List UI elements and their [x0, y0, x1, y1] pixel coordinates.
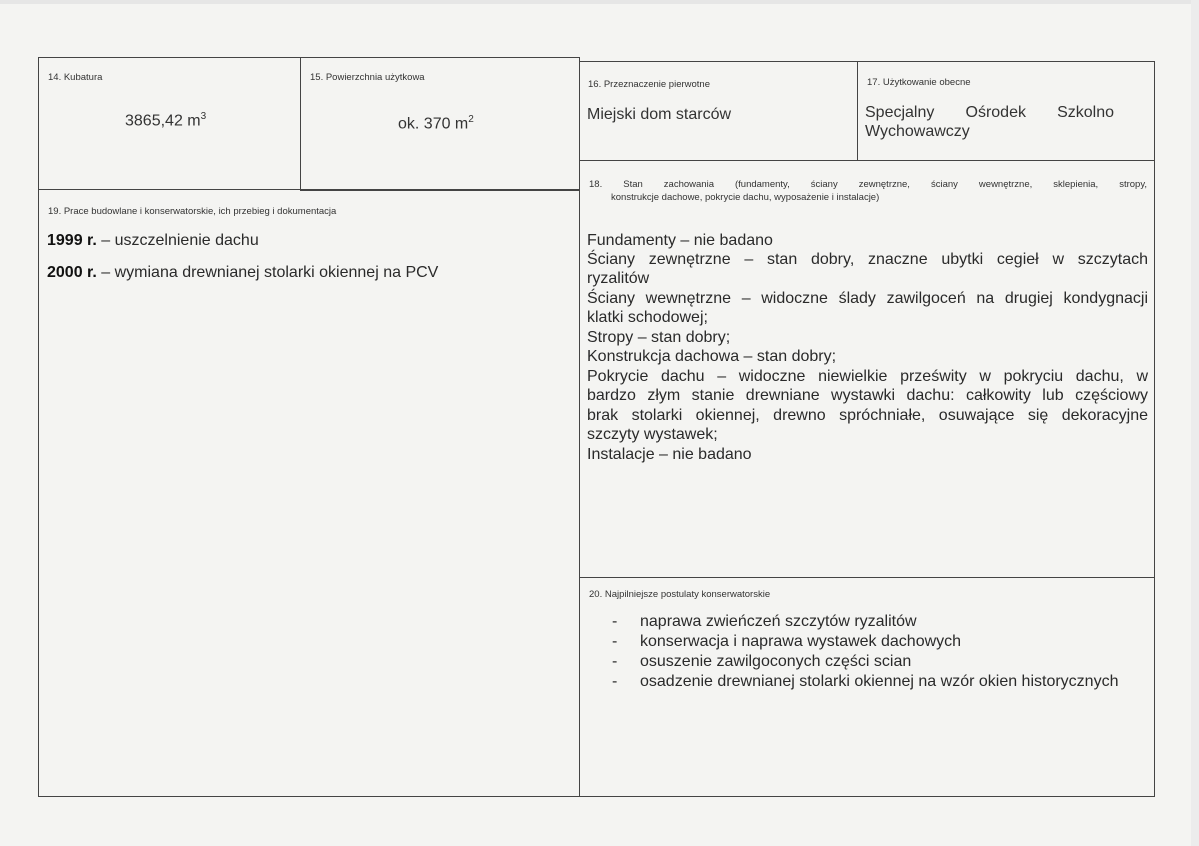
- postulaty-box: [579, 577, 1155, 797]
- prace-year: 2000 r.: [47, 264, 97, 281]
- prace-item: 1999 r. – uszczelnienie dachu: [47, 232, 259, 249]
- stan-zachowania-box: [579, 160, 1155, 578]
- powierzchnia-box: [300, 57, 580, 191]
- stan-line: Fundamenty – nie badano: [587, 232, 773, 249]
- bullet-dash: -: [612, 653, 618, 670]
- bullet-dash: -: [612, 613, 618, 630]
- prace-item: 2000 r. – wymiana drewnianej stolarki okiennej na PCV: [47, 264, 439, 281]
- prace-label: 19. Prace budowlane i konserwatorskie, ich przebieg i dokumentacja: [48, 206, 337, 217]
- prace-year: 1999 r.: [47, 232, 97, 249]
- stan-line: brak stolarki okiennej, drewno spróchniałe, osuwające się dekoracyjne: [587, 407, 1148, 424]
- prace-box: [38, 189, 580, 797]
- stan-line: Pokrycie dachu – widoczne niewielkie prześwity w pokryciu dachu, w: [587, 368, 1148, 385]
- postulaty-item: - konserwacja i naprawa wystawek dachowych: [612, 633, 962, 650]
- postulaty-item: - osuszenie zawilgoconych części scian: [612, 653, 912, 670]
- stan-line: Ściany wewnętrzne – widoczne ślady zawilgoceń na drugiej kondygnacji: [587, 290, 1148, 307]
- stan-line: Konstrukcja dachowa – stan dobry;: [587, 348, 837, 365]
- przeznaczenie-label: 16. Przeznaczenie pierwotne: [588, 79, 710, 90]
- stan-label-line2: konstrukcje dachowe, pokrycie dachu, wyposażenie i instalacje): [611, 192, 880, 203]
- przeznaczenie-box: [579, 61, 858, 161]
- stan-line: klatki schodowej;: [587, 309, 708, 326]
- postulaty-item: - naprawa zwieńczeń szczytów ryzalitów: [612, 613, 917, 630]
- stan-line: ryzalitów: [587, 270, 650, 287]
- stan-line: Instalacje – nie badano: [587, 446, 752, 463]
- uzytkowanie-value-line2: Wychowawczy: [865, 123, 970, 140]
- stan-label-line1: 18. Stan zachowania (fundamenty, ściany zewnętrzne, ściany wewnętrzne, sklepienia, stropy,: [589, 179, 1147, 190]
- uzytkowanie-box: [857, 61, 1155, 161]
- stan-line: bardzo złym stanie drewniane wystawki dachu: całkowity lub częściowy: [587, 387, 1148, 404]
- postulaty-label: 20. Najpilniejsze postulaty konserwatorskie: [589, 589, 771, 600]
- kubatura-value: 3865,42 $m^3$: [125, 111, 207, 130]
- scan-edge-top: [0, 0, 1199, 4]
- bullet-dash: -: [612, 673, 618, 690]
- stan-line: Ściany zewnętrzne – stan dobry, znaczne ubytki cegieł w szczytach: [587, 251, 1148, 268]
- uzytkowanie-label: 17. Użytkowanie obecne: [867, 77, 971, 88]
- powierzchnia-label: 15. Powierzchnia użytkowa: [310, 72, 425, 83]
- powierzchnia-value: ok. 370 $m^2$: [398, 114, 474, 133]
- postulaty-item: - osadzenie drewnianej stolarki okiennej na wzór okien historycznych: [612, 673, 1119, 690]
- kubatura-box: [38, 57, 301, 190]
- kubatura-label: 14. Kubatura: [48, 72, 103, 83]
- przeznaczenie-value: Miejski dom starców: [587, 106, 732, 123]
- stan-line: szczyty wystawek;: [587, 426, 718, 443]
- bullet-dash: -: [612, 633, 618, 650]
- stan-line: Stropy – stan dobry;: [587, 329, 731, 346]
- scan-edge-right: [1191, 0, 1199, 846]
- uzytkowanie-value-line1: Specjalny Ośrodek Szkolno: [865, 104, 1114, 121]
